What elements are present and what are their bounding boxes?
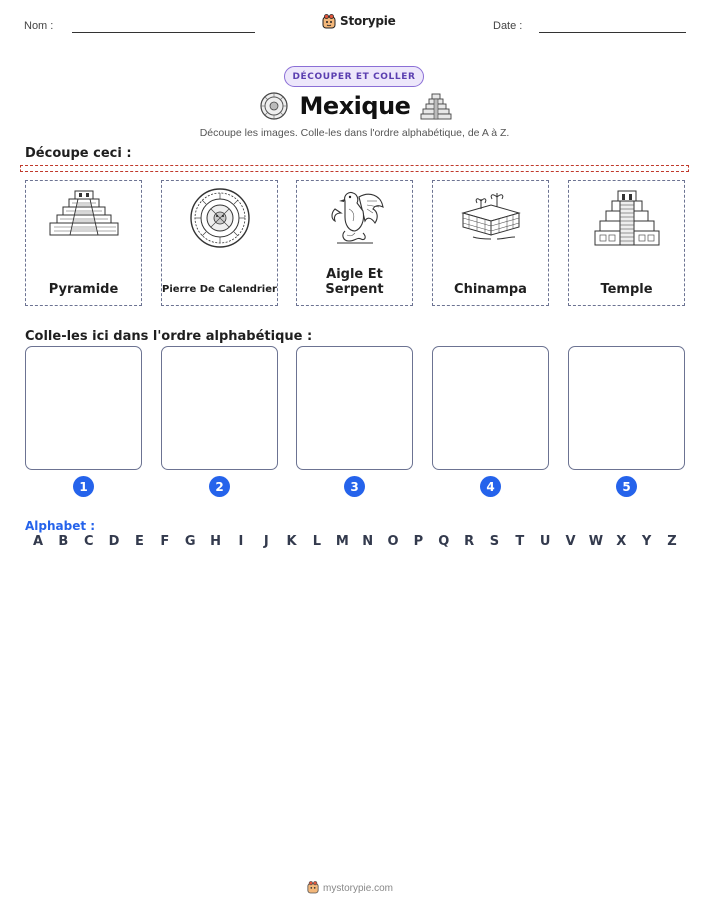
footer: [307, 879, 393, 898]
alphabet-letter: L: [312, 534, 322, 549]
calendar-stone-icon: [189, 187, 251, 251]
card-label: Chinampa: [454, 282, 527, 297]
paste-box-2[interactable]: [161, 346, 278, 470]
slot-number-4: 4: [480, 476, 501, 497]
alphabet-letter: D: [108, 534, 120, 549]
paste-box-5[interactable]: [568, 346, 685, 470]
storypie-footer-logo-icon: [307, 879, 319, 898]
pyramid-small-icon: [420, 92, 452, 124]
alphabet-letter: R: [464, 534, 475, 549]
brand: [322, 13, 396, 29]
alphabet-letter: N: [362, 534, 374, 549]
eagle-serpent-icon: [323, 187, 387, 251]
alphabet-letter: W: [588, 534, 604, 549]
date-line[interactable]: [539, 32, 686, 33]
slot-number-3: 3: [344, 476, 365, 497]
slot-number-1: 1: [73, 476, 94, 497]
paste-section-title: Colle-les ici dans l'ordre alphabétique :: [25, 329, 313, 344]
name-label: Nom :: [24, 20, 54, 32]
alphabet-letter: A: [32, 534, 44, 549]
paste-box-1[interactable]: [25, 346, 142, 470]
storypie-logo-icon: [322, 13, 336, 29]
alphabet-letter: U: [539, 534, 551, 549]
paste-box-3[interactable]: [296, 346, 413, 470]
alphabet-letter: G: [184, 534, 196, 549]
alphabet-letter: F: [160, 534, 170, 549]
alphabet-letter: H: [210, 534, 221, 549]
card-label: Temple: [600, 282, 653, 297]
alphabet-letter: Z: [667, 534, 677, 549]
cut-card-calendar-stone[interactable]: [161, 180, 278, 306]
cut-card-pyramid[interactable]: [25, 180, 142, 306]
card-label: Aigle Et Serpent: [325, 267, 384, 297]
alphabet-letter: C: [83, 534, 94, 549]
date-label: Date :: [493, 20, 523, 32]
alphabet-letter: T: [515, 534, 525, 549]
alphabet-letter: E: [134, 534, 144, 549]
name-line[interactable]: [72, 32, 255, 33]
alphabet-letter: I: [238, 534, 244, 549]
brand-name: Storypie: [340, 14, 396, 28]
alphabet-letter: Q: [438, 534, 450, 549]
alphabet-letter: P: [413, 534, 424, 549]
alphabet-letter: O: [387, 534, 399, 549]
slot-number-2: 2: [209, 476, 230, 497]
alphabet-letter: K: [286, 534, 297, 549]
cut-card-temple[interactable]: [568, 180, 685, 306]
cut-card-eagle-serpent[interactable]: [296, 180, 413, 306]
alphabet-letter: B: [58, 534, 69, 549]
alphabet-letter: J: [263, 534, 269, 549]
alphabet-letter: Y: [641, 534, 652, 549]
footer-url[interactable]: mystorypie.com: [323, 883, 394, 894]
alphabet-letter: V: [565, 534, 576, 549]
alphabet-letter: S: [489, 534, 500, 549]
page-title: Mexique: [299, 92, 411, 120]
alphabet-letter: M: [335, 534, 349, 549]
slot-number-5: 5: [616, 476, 637, 497]
card-label: Pyramide: [48, 282, 119, 297]
chinampa-icon: [457, 187, 525, 251]
card-label: Pierre De Calendrier: [162, 284, 277, 295]
cut-card-chinampa[interactable]: [432, 180, 549, 306]
cut-section-title: Découpe ceci :: [25, 146, 132, 161]
cut-line: [20, 165, 689, 172]
alphabet-title: Alphabet :: [25, 519, 96, 533]
paste-box-4[interactable]: [432, 346, 549, 470]
temple-icon: [592, 187, 662, 251]
calendar-stone-small-icon: [259, 91, 289, 125]
pyramid-icon: [46, 187, 122, 251]
instructions: Découpe les images. Colle-les dans l'ordre alphabétique, de A à Z.: [199, 127, 510, 139]
alphabet-letter: X: [616, 534, 627, 549]
activity-badge: DÉCOUPER ET COLLER: [284, 66, 424, 87]
alphabet-row: [30, 534, 680, 549]
